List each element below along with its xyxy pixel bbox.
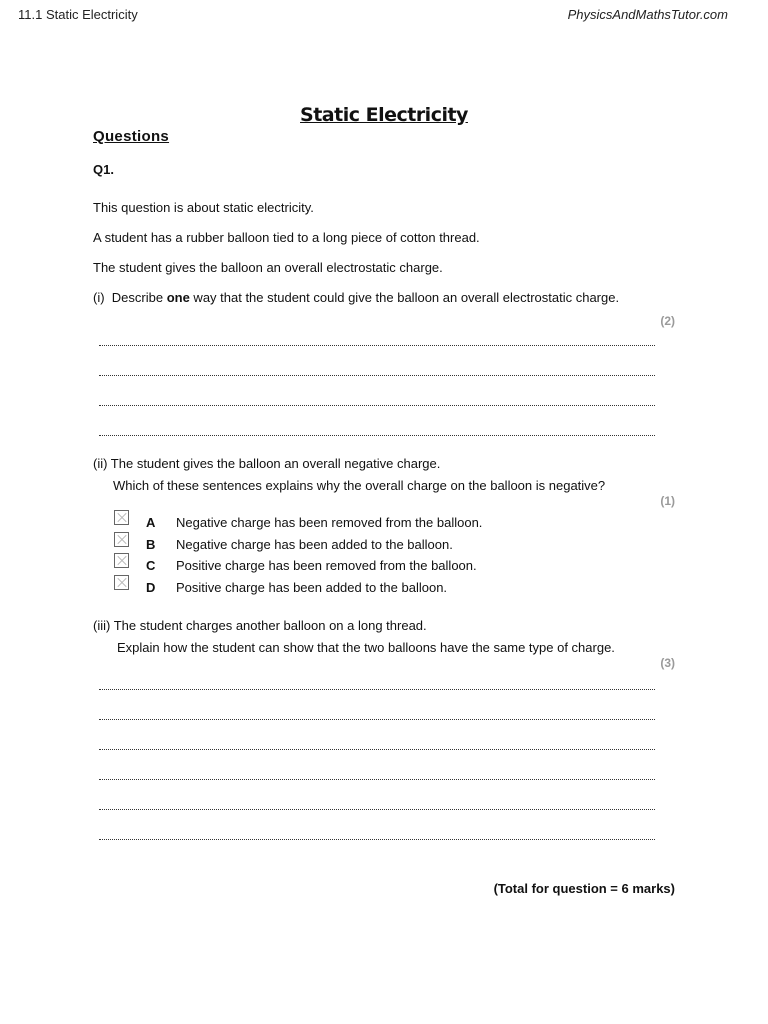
intro-line-3: The student gives the balloon an overall electrostatic charge. — [93, 260, 443, 275]
part-ii-question: (ii) The student gives the balloon an overall negative charge. — [93, 456, 441, 471]
part-ii-marks: (1) — [660, 494, 675, 508]
intro-line-1: This question is about static electricity. — [93, 200, 314, 215]
part-iii-question: (iii) The student charges another balloon on a long thread. — [93, 618, 427, 633]
part-i-question — [93, 290, 619, 305]
option-a-text: Negative charge has been removed from the balloon. — [176, 515, 483, 530]
option-c-checkbox[interactable] — [114, 553, 129, 568]
intro-line-2: A student has a rubber balloon tied to a long piece of cotton thread. — [93, 230, 480, 245]
answer-line[interactable] — [99, 345, 655, 346]
answer-line[interactable] — [99, 689, 655, 690]
option-d-text: Positive charge has been added to the balloon. — [176, 580, 448, 595]
header-site-name: PhysicsAndMathsTutor.com — [567, 7, 728, 22]
option-c-text: Positive charge has been removed from the balloon. — [176, 558, 477, 573]
answer-line[interactable] — [99, 839, 655, 840]
option-d-checkbox[interactable] — [114, 575, 129, 590]
option-b-letter: B — [146, 537, 156, 552]
section-heading: Questions — [93, 128, 170, 145]
option-c-letter: C — [146, 558, 156, 573]
answer-line[interactable] — [99, 809, 655, 810]
option-d-letter: D — [146, 580, 156, 595]
answer-line[interactable] — [99, 779, 655, 780]
part-iii-prompt: Explain how the student can show that the two balloons have the same type of charge. — [117, 640, 615, 655]
option-a-letter: A — [146, 515, 156, 530]
option-a-checkbox[interactable] — [114, 510, 129, 525]
part-i-suffix: way that the student could give the balloon an overall electrostatic charge. — [189, 290, 620, 305]
part-i-emphasis: one — [166, 290, 190, 305]
answer-line[interactable] — [99, 719, 655, 720]
header-section-label: 11.1 Static Electricity — [18, 7, 138, 22]
part-i-prefix: (i) Describe — [93, 290, 167, 305]
answer-line[interactable] — [99, 435, 655, 436]
part-i-marks: (2) — [660, 314, 675, 328]
answer-line[interactable] — [99, 749, 655, 750]
option-b-text: Negative charge has been added to the balloon. — [176, 537, 453, 552]
question-number: Q1. — [93, 162, 114, 177]
answer-line[interactable] — [99, 405, 655, 406]
option-b-checkbox[interactable] — [114, 532, 129, 547]
part-ii-prompt: Which of these sentences explains why the overall charge on the balloon is negative? — [113, 478, 606, 493]
total-marks: (Total for question = 6 marks) — [493, 881, 675, 896]
answer-line[interactable] — [99, 375, 655, 376]
part-iii-marks: (3) — [660, 656, 675, 670]
page-title: Static Electricity — [300, 104, 468, 126]
